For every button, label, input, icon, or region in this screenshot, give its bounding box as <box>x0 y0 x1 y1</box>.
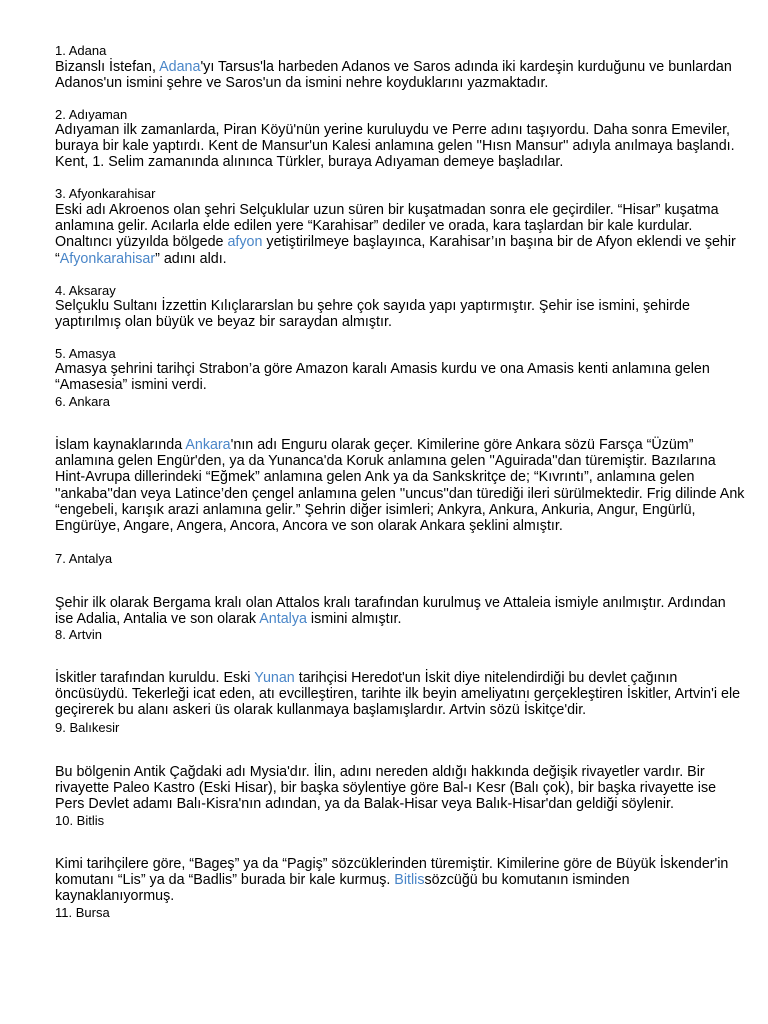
heading-antalya: 7. Antalya <box>55 551 113 566</box>
paragraph-text: Amasya şehrini tarihçi Strabon’a göre Amazon karalı Amasis kurdu ve ona Amasis kenti anlamına gelen “Amasesia” ismini verdi. <box>55 361 710 394</box>
paragraph-adana <box>55 59 745 91</box>
paragraph-amasya <box>55 361 745 393</box>
paragraph-text: sözcüğü bu komutanın isminden kaynaklanıyormuş. <box>55 872 630 905</box>
link-text[interactable]: Antalya <box>259 611 307 628</box>
heading-amasya: 5. Amasya <box>55 346 116 361</box>
paragraph-text: Şehir ilk olarak Bergama kralı olan Attalos kralı tarafından kurulmuş ve Attaleia ismiyle anılmıştır. Ardından ise Adalia, Antalia ve son olarak <box>55 595 726 628</box>
paragraph-text: İslam kaynaklarında <box>55 437 186 453</box>
heading-afyonkarahisar: 3. Afyonkarahisar <box>55 186 156 201</box>
link-text[interactable]: Ankara <box>185 437 231 453</box>
paragraph-text: Adıyaman ilk zamanlarda, Piran Köyü'nün yerine kuruluydu ve Perre adını taşıyordu. Daha sonra Emeviler, buraya bir kale yaptırdı. Kent de Mansur'un Kalesi anlamına gelen ''Hısn Mansur'' adıyla anılmaya başlandı. Kent, 1. Selim zamanında alınınca Türkler, buraya Adıyaman demeye başladılar. <box>55 122 735 171</box>
paragraph-text: yetiştirilmeye başlayınca, Karahisar’ın başına bir de Afyon eklendi ve şehir “ <box>55 234 736 267</box>
paragraph-text: Kimi tarihçilere göre, “Bageş” ya da “Pagiş” sözcüklerinden türemiştir. Kimilerine göre de Büyük İskender'in komutanı “Lis” ya da “Badlis” burada bir kale kurmuş. <box>55 856 729 889</box>
heading-aksaray: 4. Aksaray <box>55 283 116 298</box>
paragraph-text: Eski adı Akroenos olan şehri Selçuklular uzun süren bir kuşatmadan sonra ele geçirdiler. “Hisar” kuşatma anlamına gelir. Acılarla elde edilen yere “Karahisar” dediler ve orada, kara taşlardan bir kale kurdular. Onaltıncı yüzyılda bölgede <box>55 202 719 251</box>
paragraph-artvin <box>55 670 745 719</box>
paragraph-aksaray <box>55 298 745 330</box>
paragraph-text: ismini almıştır. <box>306 611 402 628</box>
paragraph-bitlis <box>55 856 745 905</box>
paragraph-text: İskitler tarafından kuruldu. Eski <box>55 670 255 686</box>
heading-balikesir: 9. Balıkesir <box>55 720 120 735</box>
heading-bitlis: 10. Bitlis <box>55 813 105 828</box>
paragraph-text: 'yı Tarsus'la harbeden Adanos ve Saros adında iki kardeşin kurduğunu ve bunlardan Adanos'un ismini şehre ve Saros'un da ismini nehre koyduklarını yazmaktadır. <box>55 59 732 92</box>
paragraph-text: Selçuklu Sultanı İzzettin Kılıçlararslan bu şehre çok sayıda yapı yaptırmıştır. Şehir ise ismini, şehirde yaptırılmış olan büyük ve beyaz bir saraydan almıştır. <box>55 298 690 331</box>
link-text[interactable]: Yunan <box>254 670 295 686</box>
heading-adiyaman: 2. Adıyaman <box>55 107 128 122</box>
paragraph-text: Bu bölgenin Antik Çağdaki adı Mysia'dır. İlin, adını nereden aldığı hakkında değişik rivayetler vardır. Bir rivayette Paleo Kastro (Eski Hisar), bir başka söylentiye göre Bal-ı Kesr (Balı çok), bir başka rivayette ise Pers Devlet adamı Balı-Kisra'nın adından, ya da Balak-Hisar veya Balık-Hisar'dan geldiği söylenir. <box>55 764 717 813</box>
heading-artvin: 8. Artvin <box>55 627 102 642</box>
paragraph-antalya <box>55 595 745 627</box>
paragraph-adiyaman <box>55 122 745 171</box>
paragraph-text: Bizanslı İstefan, <box>55 59 160 75</box>
link-text[interactable]: Bitlis <box>394 872 425 889</box>
link-text[interactable]: Afyonkarahisar <box>59 250 156 267</box>
paragraph-ankara <box>55 437 745 534</box>
link-text[interactable]: Adana <box>159 59 201 75</box>
link-text[interactable]: afyon <box>227 234 263 251</box>
paragraph-text: 'nın adı Enguru olarak geçer. Kimilerine göre Ankara sözü Farsça “Üzüm” anlamına gelen Engür'den, ya da Yunanca'da Koruk anlamına gelen ''Aguirada''dan türemiştir. Bazılarına Hint-Avrupa dillerindeki “Eğmek” anlamına gelen Ank ya da Sankskritçe de; “Kıvrıntı”, anlamına gelen ''ankaba''dan veya Latince’den çengel anlamına gelen ''uncus''dan türediği ileri sürülmektedir. Frig dilinde Ank “engebeli, karışık arazi anlamına gelir.” Şehrin diğer isimleri; Ankyra, Ankura, Ankuria, Angur, Engürlü, Engürüye, Angare, Angera, Ancora, Ancora ve son olarak Ankara şeklini almıştır. <box>55 437 745 535</box>
paragraph-balikesir <box>55 764 745 813</box>
paragraph-text: tarihçisi Heredot'un İskit diye nitelendirdiği bu devlet çağının öncüsüydü. Tekerleği icat eden, atı evcilleştiren, tarihte ilk beyin ameliyatını gerçekleştiren İskitler, Artvin'i ele geçirerek bu alanı askeri üs olarak kullanmaya başlamışlardır. Artvin sözü İskitçe'dir. <box>55 670 741 719</box>
paragraph-text: ” adını aldı. <box>155 250 227 267</box>
heading-bursa: 11. Bursa <box>55 905 110 920</box>
heading-ankara: 6. Ankara <box>55 394 110 409</box>
paragraph-afyonkarahisar <box>55 202 745 267</box>
heading-adana: 1. Adana <box>55 43 107 58</box>
